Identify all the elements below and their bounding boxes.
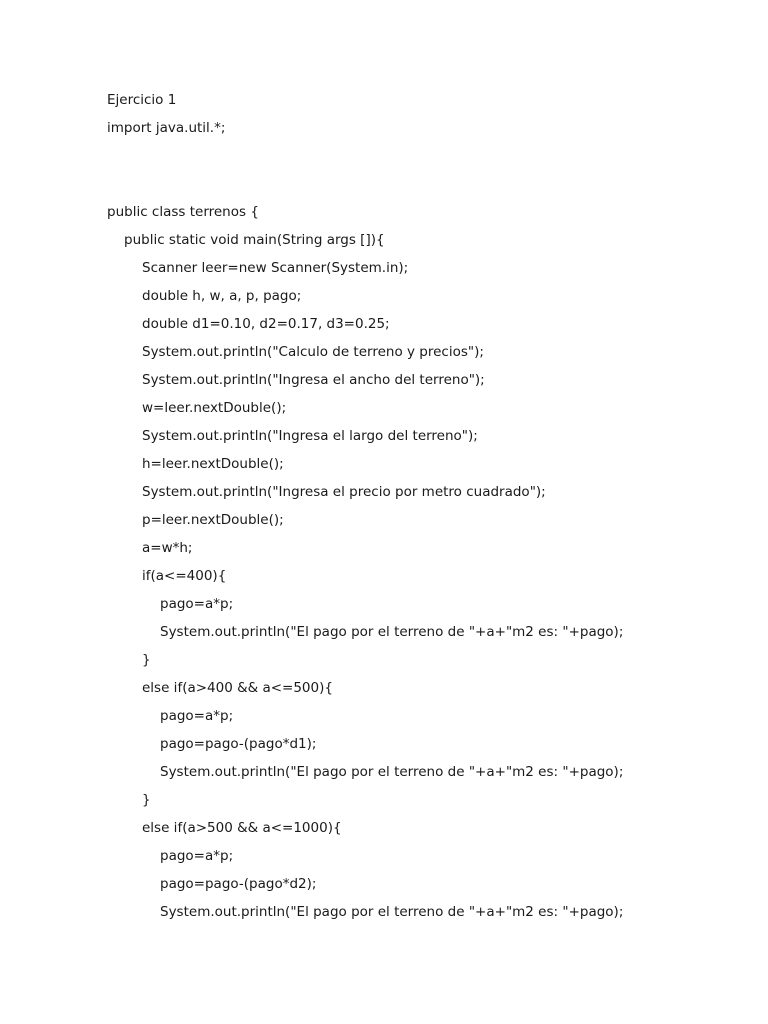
code-line: p=leer.nextDouble(); xyxy=(142,512,284,528)
code-line: Scanner leer=new Scanner(System.in); xyxy=(142,260,409,276)
code-line: System.out.println("Ingresa el largo del terreno"); xyxy=(142,428,478,444)
code-line: pago=a*p; xyxy=(160,708,234,724)
code-line: System.out.println("Calculo de terreno y precios"); xyxy=(142,344,484,360)
code-line: System.out.println("El pago por el terreno de "+a+"m2 es: "+pago); xyxy=(160,764,624,780)
code-line: pago=pago-(pago*d2); xyxy=(160,876,317,892)
code-line: w=leer.nextDouble(); xyxy=(142,400,287,416)
code-line: pago=pago-(pago*d1); xyxy=(160,736,317,752)
code-line: else if(a>400 && a<=500){ xyxy=(142,680,333,696)
code-line: h=leer.nextDouble(); xyxy=(142,456,284,472)
code-line: public class terrenos { xyxy=(107,204,259,220)
code-line: pago=a*p; xyxy=(160,596,234,612)
code-line: double d1=0.10, d2=0.17, d3=0.25; xyxy=(142,316,390,332)
code-line: double h, w, a, p, pago; xyxy=(142,288,302,304)
code-line: } xyxy=(142,792,151,808)
code-line: pago=a*p; xyxy=(160,848,234,864)
code-line: } xyxy=(142,652,151,668)
code-line: import java.util.*; xyxy=(107,120,226,136)
code-line: if(a<=400){ xyxy=(142,568,227,584)
code-line: System.out.println("El pago por el terreno de "+a+"m2 es: "+pago); xyxy=(160,904,624,920)
code-line: public static void main(String args []){ xyxy=(124,232,385,248)
code-line: System.out.println("Ingresa el precio por metro cuadrado"); xyxy=(142,484,546,500)
code-line: a=w*h; xyxy=(142,540,193,556)
document-heading: Ejercicio 1 xyxy=(107,92,177,108)
code-line: else if(a>500 && a<=1000){ xyxy=(142,820,342,836)
code-line: System.out.println("Ingresa el ancho del terreno"); xyxy=(142,372,485,388)
code-line: System.out.println("El pago por el terreno de "+a+"m2 es: "+pago); xyxy=(160,624,624,640)
